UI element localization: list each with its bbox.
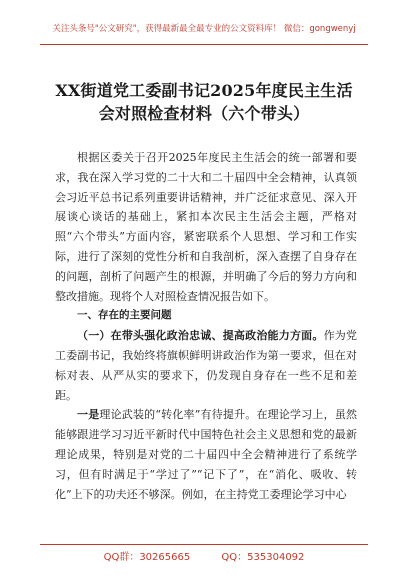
title-line-1: XX街道党工委副书记2025年度民主生活 [55, 81, 353, 100]
footer-qq-group: QQ群：30265665 [103, 552, 191, 563]
page-footer [0, 548, 408, 563]
point-paragraph [55, 405, 357, 504]
point-label: 一是 [77, 408, 100, 422]
page-header: 关注头条号"公文研究"，获得最新最全最专业的公文资料库！ 微信：gongwenyj [52, 24, 356, 34]
section-heading: 一、存在的主要问题 [77, 309, 172, 322]
intro-paragraph: 根据区委关于召开2025年度民主生活会的统一部署和要求，我在深入学习党的二十大和二十届四中全会精神，认真领会习近平总书记系列重要讲话精神，并广泛征求意见、深入开展谈心谈话的基础上，紧扣本次民主生活会主题，严格对照“六个带头”方面内容，紧密联系个人思想、学习和工作实际，进行了深刻的党性分析和自我剖析，深入查摆了自身存在的问题，剖析了问题产生的根源，并明确了今后的努力方向和整改措施。现将个人对照检查情况报告如下。 [55, 151, 357, 303]
title-line-2: 会对照检查材料（六个带头） [98, 104, 310, 123]
footer-qq: QQ：535304092 [221, 552, 305, 563]
header-divider [40, 44, 368, 45]
subsection-heading: （一）在带头强化政治忠诚、提高政治能力方面。 [77, 329, 324, 343]
subsection-text: 作为党工委副书记，我始终将旗帜鲜明讲政治作为第一要求，但在对标对表、从严从实的要求下，仍发现自身存在一些不足和差距。 [55, 329, 358, 402]
subsection-paragraph [55, 326, 357, 405]
document-body [55, 148, 357, 504]
point-text: 理论武装的“转化率”有待提升。在理论学习上，虽然能够跟进学习习近平新时代中国特色社会主义思想和党的最新理论成果，特别是对党的二十届四中全会精神进行了系统学习，但有时满足于“学过了”“记下了”，在“消化、吸收、转化”上下的功夫还不够深。例如，在主持党工委理论学习中心 [55, 408, 358, 501]
document-title [36, 79, 372, 125]
footer-divider [40, 544, 368, 545]
